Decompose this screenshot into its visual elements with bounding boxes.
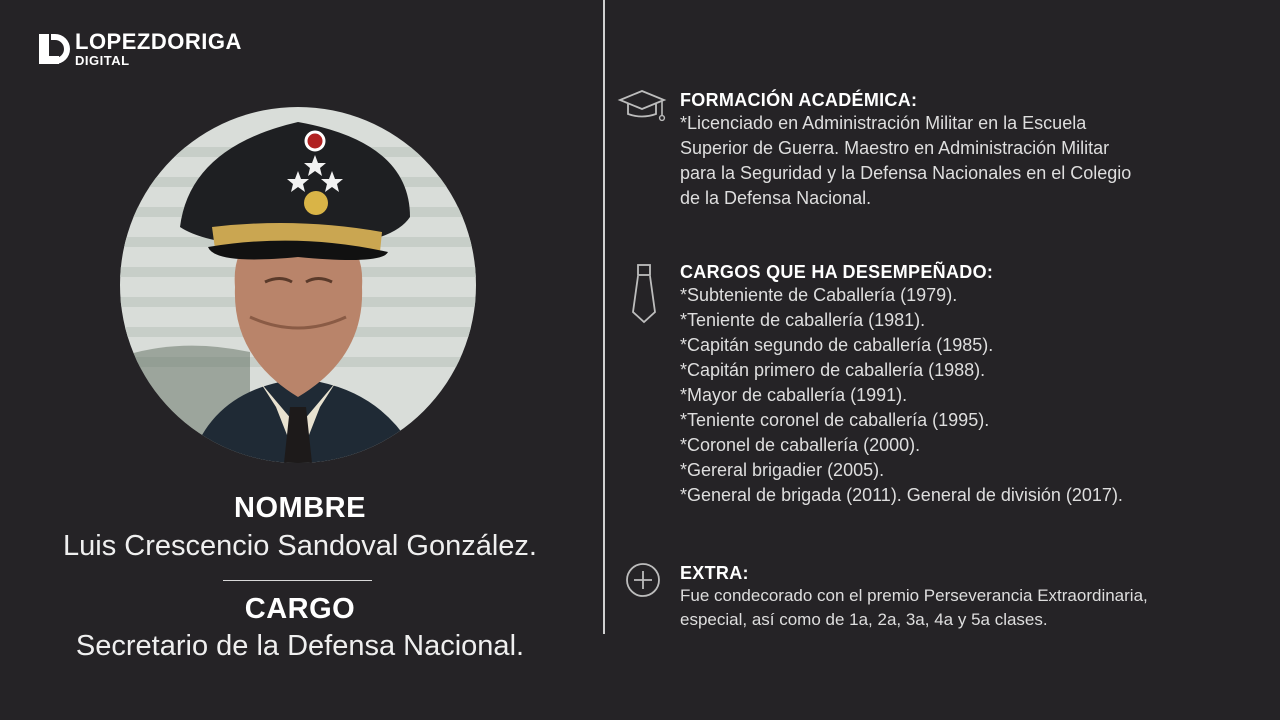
formacion-body	[680, 111, 1240, 211]
formacion-title: FORMACIÓN ACADÉMICA:	[680, 90, 918, 110]
graduation-cap-icon	[617, 88, 667, 122]
cargo-item: *Capitán primero de caballería (1988).	[680, 360, 986, 380]
plus-circle-icon	[625, 562, 661, 598]
logo-mark-icon	[37, 32, 71, 66]
formacion-line: *Licenciado en Administración Militar en la Escuela	[680, 113, 1087, 133]
extra-body	[680, 584, 1240, 632]
name-value: Luis Crescencio Sandoval González.	[63, 530, 537, 562]
cargo-item: *Coronel de caballería (2000).	[680, 435, 921, 455]
formacion-line: para la Seguridad y la Defensa Nacionales en el Colegio	[680, 163, 1132, 183]
brand-logo	[37, 31, 242, 67]
formacion-line: Superior de Guerra. Maestro en Administración Militar	[680, 138, 1110, 158]
cargo-item: *Subteniente de Caballería (1979).	[680, 285, 958, 305]
tie-icon	[630, 262, 658, 326]
cargo-item: *Gereral brigadier (2005).	[680, 460, 885, 480]
cargo-value: Secretario de la Defensa Nacional.	[75, 630, 525, 662]
cargo-item: *Mayor de caballería (1991).	[680, 385, 908, 405]
cargo-item: *Teniente de caballería (1981).	[680, 310, 926, 330]
extra-line: Fue condecorado con el premio Perseverancia Extraordinaria,	[680, 586, 1148, 605]
section-formacion	[680, 89, 1240, 211]
cargos-body	[680, 283, 1240, 508]
extra-line: especial, así como de 1a, 2a, 3a, 4a y 5a clases.	[680, 610, 1048, 629]
cargo-item: *Capitán segundo de caballería (1985).	[680, 335, 994, 355]
portrait-photo	[120, 107, 476, 463]
name-cargo-divider	[223, 580, 372, 581]
vertical-divider	[603, 0, 605, 634]
section-extra	[680, 562, 1240, 632]
extra-title: EXTRA:	[680, 563, 749, 583]
section-cargos	[680, 261, 1240, 508]
cargo-label: CARGO	[244, 593, 356, 625]
cargo-item: *General de brigada (2011). General de división (2017).	[680, 485, 1123, 505]
name-label: NOMBRE	[234, 492, 366, 524]
brand-name: LOPEZDORIGA	[75, 29, 242, 54]
brand-sub: DIGITAL	[75, 53, 130, 68]
formacion-line: de la Defensa Nacional.	[680, 188, 872, 208]
cargos-title: CARGOS QUE HA DESEMPEÑADO:	[680, 262, 994, 282]
cargo-item: *Teniente coronel de caballería (1995).	[680, 410, 990, 430]
